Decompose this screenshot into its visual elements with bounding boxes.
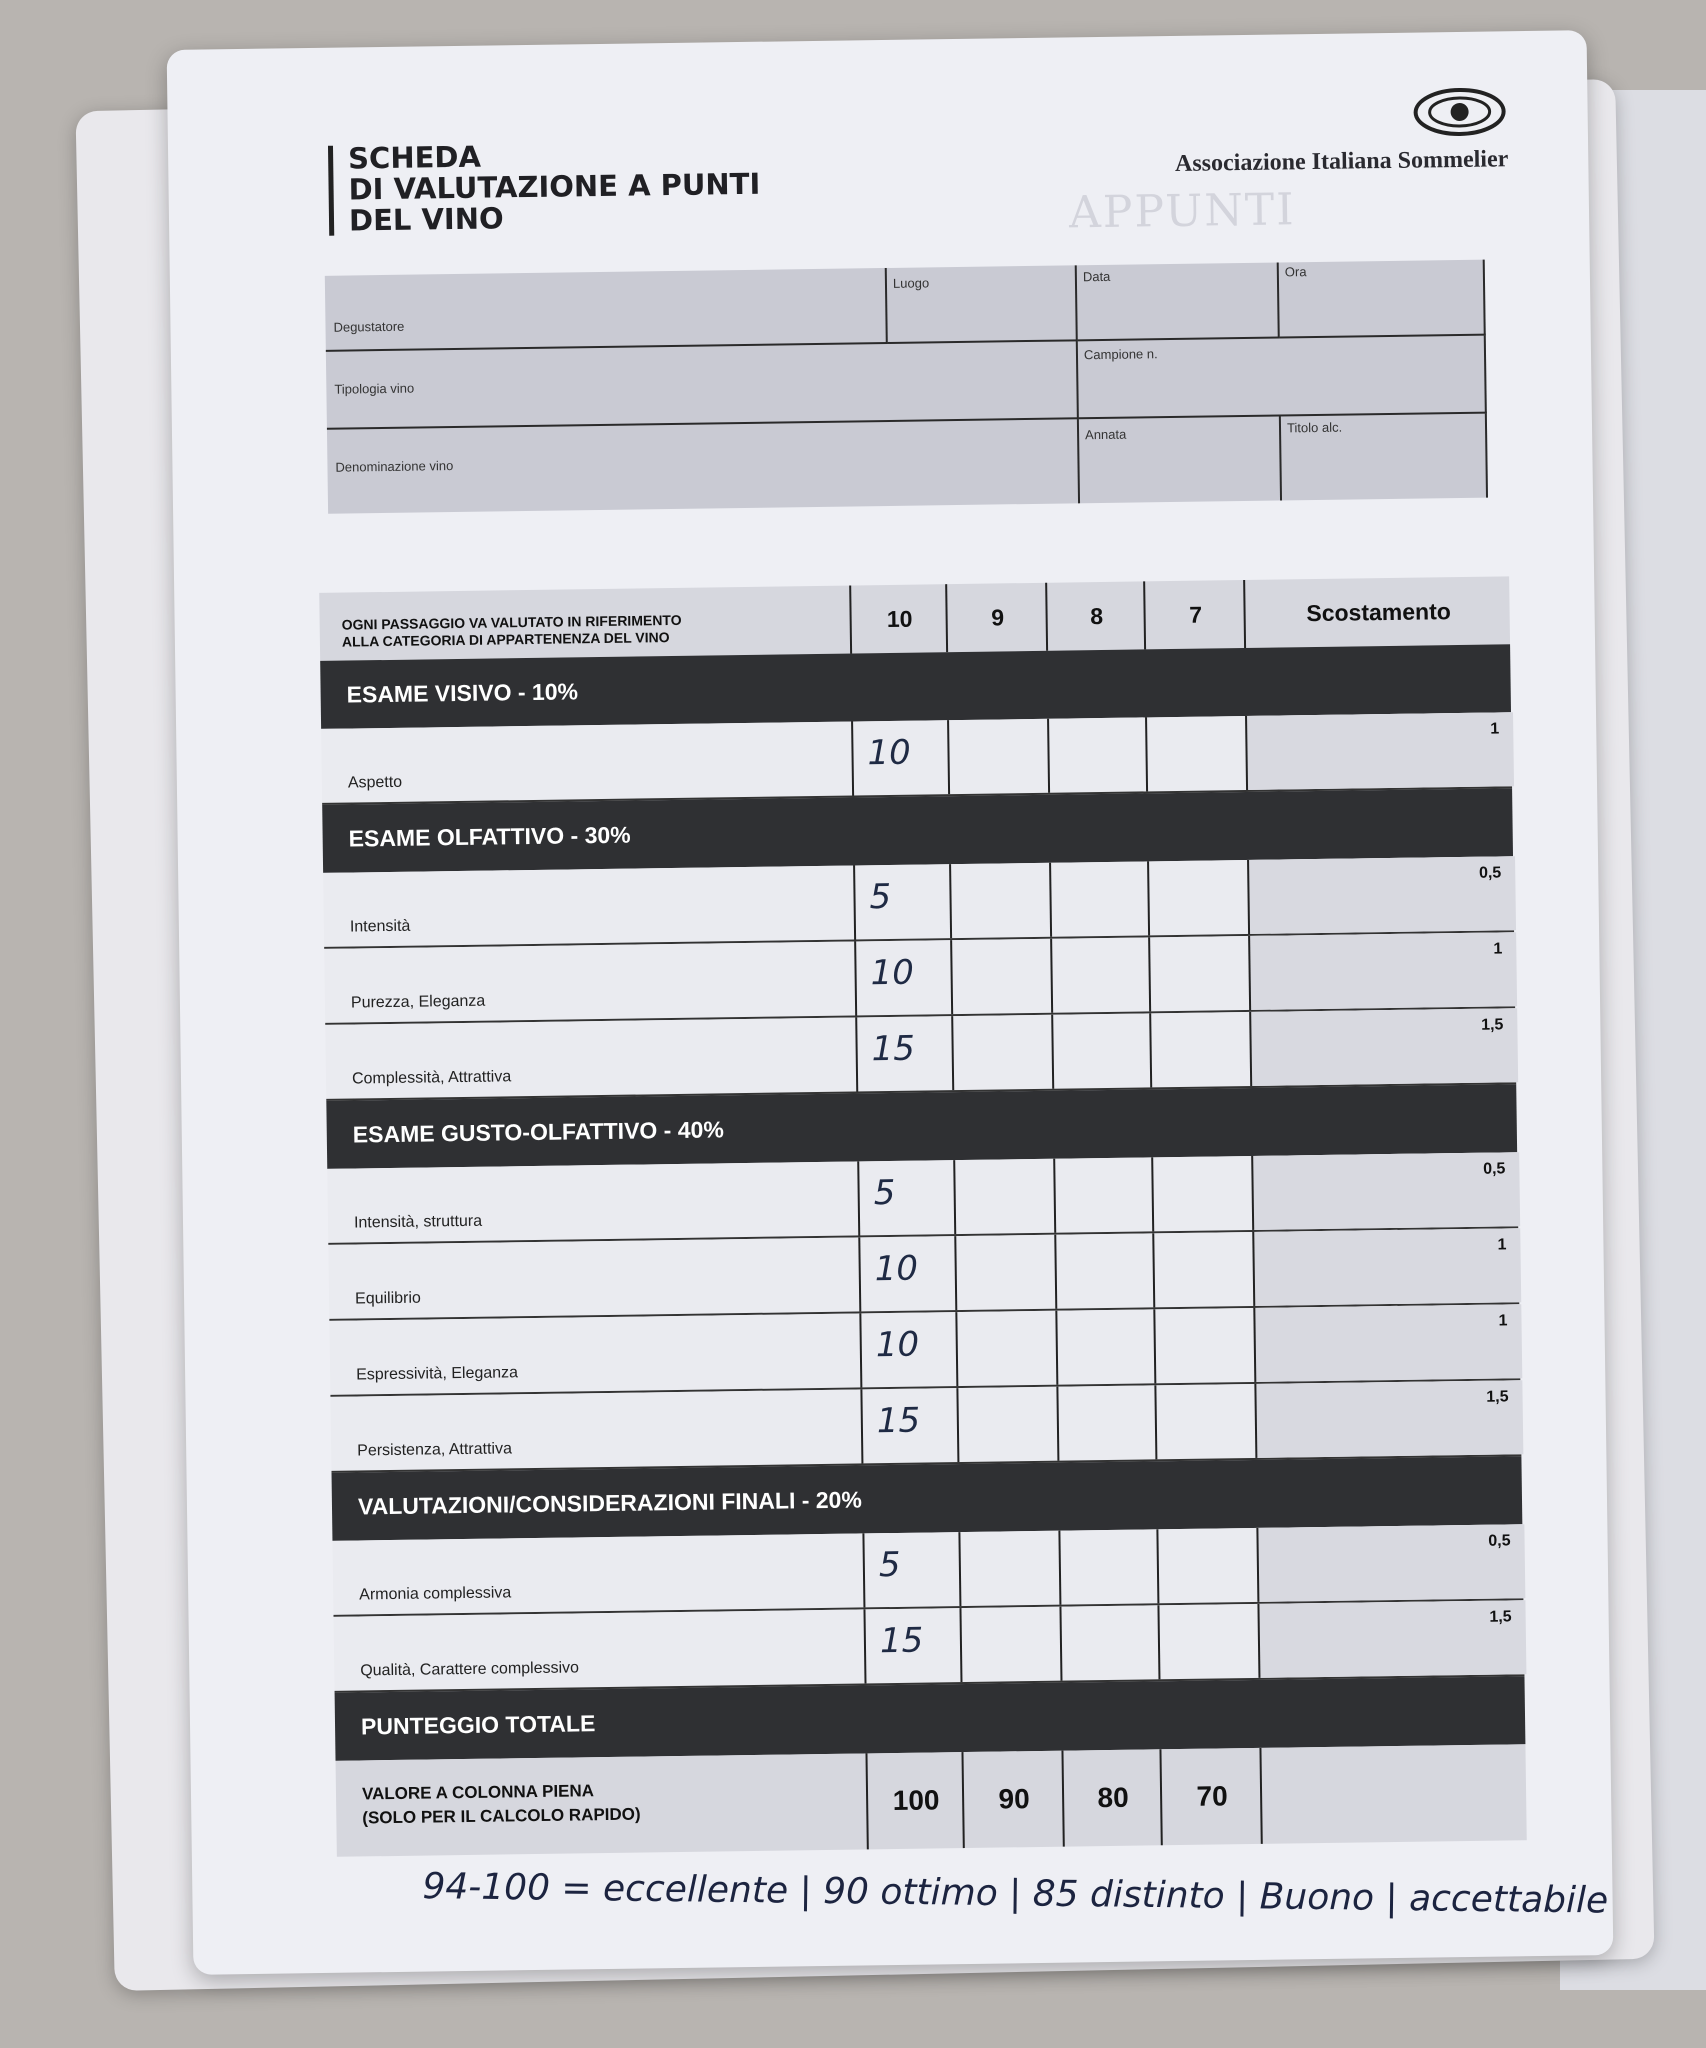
score-cell[interactable]: [955, 1311, 1058, 1386]
col-header-8: 8: [1045, 581, 1146, 650]
score-cell[interactable]: [1157, 1604, 1260, 1679]
score-cell[interactable]: [855, 1016, 954, 1091]
score-cell[interactable]: [947, 719, 1050, 794]
deviation-value: 1,5: [1486, 1388, 1509, 1406]
campione-field[interactable]: Campione n.: [1078, 336, 1487, 420]
deviation-value: 0,5: [1488, 1532, 1511, 1550]
data-field[interactable]: Data: [1077, 263, 1280, 342]
col-header-deviation: Scostamento: [1243, 576, 1512, 648]
score-cell[interactable]: [1047, 717, 1148, 792]
evaluation-table: [319, 576, 1527, 1856]
score-cell[interactable]: [851, 720, 950, 795]
deviation-cell[interactable]: [1253, 1304, 1522, 1382]
instruction-text: OGNI PASSAGGIO VA VALUTATO IN RIFERIMENTO ALLA CATEGORIA DI APPARTENENZA DEL VINO: [341, 611, 682, 650]
score-cell[interactable]: [863, 1608, 962, 1683]
handwritten-score: 5: [878, 1544, 901, 1586]
denominazione-field[interactable]: Denominazione vino: [327, 419, 1080, 513]
degustatore-field[interactable]: Degustatore: [325, 268, 888, 352]
total-value-80: 80: [1061, 1749, 1162, 1846]
score-cell[interactable]: [853, 864, 952, 939]
row-label: Armonia complessiva: [359, 1584, 512, 1604]
score-cell[interactable]: [862, 1532, 961, 1607]
bleed-through-text: APPUNTI: [1068, 184, 1296, 239]
ais-logo-icon: [1411, 81, 1508, 138]
score-cell[interactable]: [860, 1388, 959, 1463]
handwritten-score: 15: [876, 1400, 921, 1442]
score-cell[interactable]: [958, 1531, 1061, 1606]
score-cell[interactable]: [859, 1312, 958, 1387]
score-cell[interactable]: [951, 1015, 1054, 1090]
deviation-cell[interactable]: [1251, 1152, 1520, 1230]
deviation-value: 1: [1498, 1312, 1508, 1330]
titolo-field[interactable]: Titolo alc.: [1281, 414, 1488, 501]
handwritten-score: 5: [873, 1172, 896, 1214]
col-header-9: 9: [945, 583, 1048, 652]
deviation-value: 1: [1493, 940, 1503, 958]
handwritten-score: 15: [879, 1620, 924, 1662]
tipologia-field[interactable]: Tipologia vino: [326, 341, 1079, 429]
score-cell[interactable]: [1154, 1384, 1257, 1459]
col-header-10: 10: [849, 584, 948, 653]
row-label: Persistenza, Attrattiva: [357, 1440, 513, 1460]
row-label: Qualità, Carattere complessivo: [360, 1659, 580, 1680]
deviation-cell[interactable]: [1257, 1600, 1526, 1678]
deviation-value: 1,5: [1489, 1608, 1512, 1626]
total-value-70: 70: [1159, 1748, 1262, 1845]
deviation-value: 1: [1490, 720, 1500, 738]
score-cell[interactable]: [1153, 1308, 1256, 1383]
deviation-cell[interactable]: [1256, 1524, 1525, 1602]
tasting-sheet-page: [167, 30, 1614, 1975]
score-cell[interactable]: [1051, 1013, 1152, 1088]
row-label: Espressività, Eleganza: [356, 1364, 519, 1384]
score-cell[interactable]: [959, 1607, 1062, 1682]
score-cell[interactable]: [1148, 936, 1251, 1011]
score-cell[interactable]: [953, 1159, 1056, 1234]
score-cell[interactable]: [854, 940, 953, 1015]
section-band: ESAME VISIVO - 10%: [320, 644, 1511, 729]
score-cell[interactable]: [1049, 861, 1150, 936]
total-band: PUNTEGGIO TOTALE: [335, 1676, 1526, 1761]
sections-container: [320, 644, 1524, 1693]
handwritten-scale-note: 94-100 = eccellente | 90 ottimo | 85 distinto | Buono | accettabile: [422, 1866, 1609, 1922]
association-logo-block: [1087, 81, 1508, 179]
annata-field[interactable]: Annata: [1079, 416, 1282, 503]
score-cell[interactable]: [1059, 1605, 1160, 1680]
score-cell[interactable]: [857, 1160, 956, 1235]
score-cell[interactable]: [1152, 1232, 1255, 1307]
deviation-cell[interactable]: [1247, 856, 1516, 934]
handwritten-score: 10: [870, 952, 915, 994]
ora-field[interactable]: Ora: [1279, 260, 1486, 339]
row-label: Intensità, struttura: [353, 1212, 483, 1232]
score-cell[interactable]: [954, 1235, 1057, 1310]
col-header-7: 7: [1143, 580, 1246, 649]
deviation-cell[interactable]: [1252, 1228, 1521, 1306]
score-cell[interactable]: [1055, 1309, 1156, 1384]
row-label: Intensità: [349, 917, 411, 936]
score-cell[interactable]: [1156, 1528, 1259, 1603]
score-cell[interactable]: [1050, 937, 1151, 1012]
score-cell[interactable]: [949, 863, 1052, 938]
score-cell[interactable]: [1149, 1012, 1252, 1087]
score-cell[interactable]: [1151, 1156, 1254, 1231]
section-band: ESAME GUSTO-OLFATTIVO - 40%: [326, 1084, 1517, 1169]
handwritten-score: 10: [875, 1324, 920, 1366]
total-value-90: 90: [961, 1751, 1064, 1848]
total-value-empty: [1259, 1744, 1528, 1844]
deviation-value: 0,5: [1483, 1160, 1506, 1178]
score-cell[interactable]: [1054, 1233, 1155, 1308]
score-cell[interactable]: [1145, 716, 1248, 791]
section-band: VALUTAZIONI/CONSIDERAZIONI FINALI - 20%: [332, 1456, 1523, 1541]
deviation-value: 1,5: [1481, 1016, 1504, 1034]
score-cell[interactable]: [956, 1387, 1059, 1462]
score-cell[interactable]: [1058, 1529, 1159, 1604]
page-title: SCHEDA DI VALUTAZIONE A PUNTI DEL VINO: [347, 139, 761, 238]
row-label: Purezza, Eleganza: [350, 992, 486, 1012]
deviation-cell[interactable]: [1254, 1380, 1523, 1458]
handwritten-score: 10: [874, 1248, 919, 1290]
info-fields-table: [325, 260, 1488, 514]
handwritten-score: 10: [867, 732, 912, 774]
section-band: ESAME OLFATTIVO - 30%: [322, 788, 1513, 873]
luogo-field[interactable]: Luogo: [887, 265, 1078, 344]
total-label: VALORE A COLONNA PIENA (SOLO PER IL CALCOLO RAPIDO): [361, 1781, 641, 1828]
score-cell[interactable]: [1053, 1157, 1154, 1232]
total-row: [336, 1744, 1527, 1857]
row-label: Complessità, Attrattiva: [351, 1068, 512, 1088]
handwritten-score: 15: [871, 1028, 916, 1070]
deviation-cell[interactable]: [1249, 1008, 1518, 1086]
score-cell[interactable]: [858, 1236, 957, 1311]
deviation-cell[interactable]: [1248, 932, 1517, 1010]
title-accent-bar: [328, 146, 334, 236]
row-label: Aspetto: [347, 773, 403, 792]
deviation-value: 0,5: [1478, 864, 1502, 882]
association-name: Associazione Italiana Sommelier: [1174, 146, 1509, 177]
deviation-cell[interactable]: [1245, 712, 1514, 790]
score-cell[interactable]: [950, 939, 1053, 1014]
row-label: Equilibrio: [354, 1289, 422, 1308]
handwritten-score: 5: [869, 876, 892, 918]
deviation-value: 1: [1497, 1236, 1507, 1254]
score-cell[interactable]: [1056, 1385, 1157, 1460]
score-cell[interactable]: [1147, 860, 1250, 935]
total-value-100: 100: [865, 1752, 964, 1849]
